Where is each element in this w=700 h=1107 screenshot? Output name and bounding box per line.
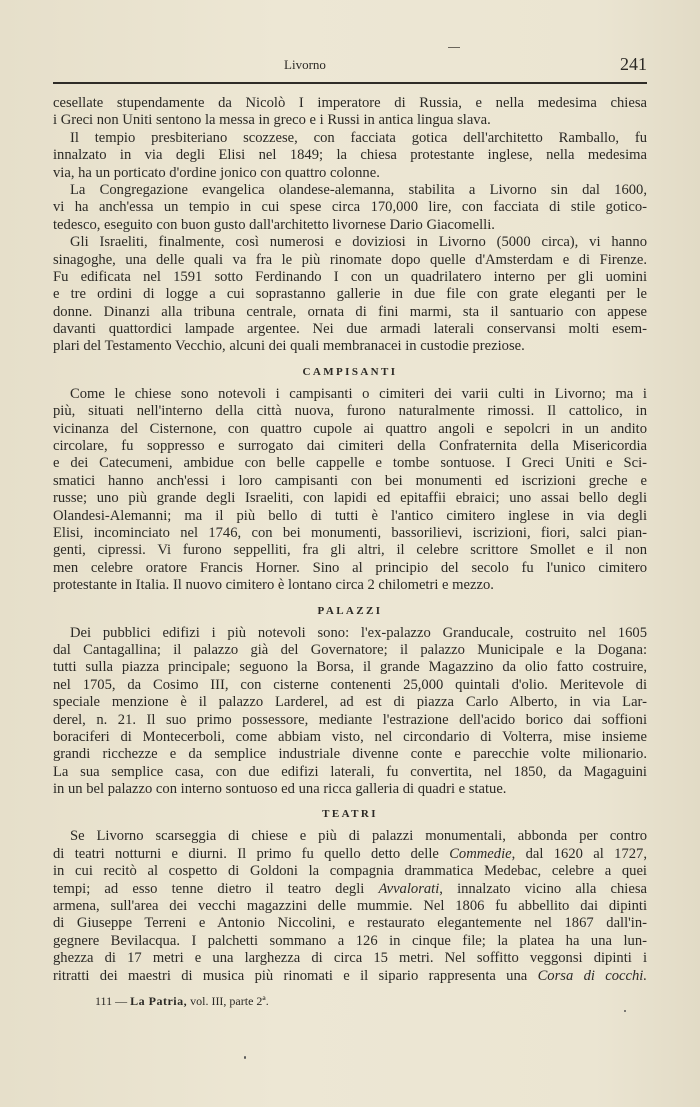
text-segment: ritratti dei maestri di musica più rinomati e il sipario rappresenta una [53, 967, 538, 984]
text-segment: boraciferi di Montecerboli, come abbiam visto, nel circondario di Volterra, mise insieme [53, 728, 647, 745]
section-palazzi [53, 595, 647, 799]
text-line [53, 712, 647, 729]
page-body [53, 95, 647, 985]
text-segment: dal Cantagallina; il palazzo già del Governatore; il palazzo Municipale e la Dogana: [53, 641, 647, 658]
text-line [53, 950, 647, 967]
signature-footer [95, 994, 269, 1009]
text-segment: Olandesi-Alemanni; ma il più bello di tutti è l'antico cimitero inglese in via degli [53, 507, 647, 524]
text-segment: donne. Dinanzi alla tribuna centrale, ornata di fini marmi, sta il santuario con appese [53, 303, 647, 320]
italic-title: Corsa di cocchi. [537, 967, 647, 984]
text-segment: nel 1705, da Cosimo III, con cisterne contenenti 25,000 quintali d'olio. Meritevole di [53, 676, 647, 693]
section-teatri [53, 798, 647, 985]
text-line [53, 403, 647, 420]
publication-title: La Patria, [130, 994, 188, 1008]
scan-speck [244, 1056, 246, 1059]
text-line [53, 130, 647, 147]
text-segment: Il tempio presbiteriano scozzese, con facciata gotica dell'architetto Ramballo, fu [70, 129, 647, 146]
text-segment: vi ha anch'essa un tempio in cui spese circa 170,000 lire, con facciata di stile gotico- [53, 199, 647, 216]
text-segment: vicinanza del Cisternone, con quattro cupole ai quattro angoli e sepolcri in un andito [53, 420, 647, 437]
text-line [53, 269, 647, 286]
text-segment: di teatri notturni e diurni. Il primo fu quello detto delle [53, 845, 450, 862]
text-segment: men celebre oratore Francis Horner. Sino al principio del secolo fu l'unico cimitero [53, 559, 647, 576]
italic-title: Avvalorati [378, 880, 440, 897]
text-line [53, 386, 647, 403]
section-heading: CAMPISANTI [302, 365, 398, 378]
text-line [53, 863, 647, 880]
text-line [53, 881, 647, 898]
header-rule [53, 82, 647, 84]
text-segment: , innalzato vicino alla chiesa [439, 880, 647, 897]
text-line [53, 677, 647, 694]
text-line [53, 659, 647, 676]
text-line [53, 933, 647, 950]
text-line [53, 915, 647, 932]
text-line [53, 642, 647, 659]
text-segment: La Congregazione evangelica olandese-alemanna, stabilita a Livorno sin dal 1600, [70, 181, 647, 198]
text-line [53, 182, 647, 199]
text-segment: sinagoghe, una delle quali va fra le più rinomate dopo quelle d'Amsterdam e di Firenze. [53, 251, 647, 268]
text-line [53, 968, 647, 985]
text-line [53, 473, 647, 490]
text-line [53, 234, 647, 251]
text-line [53, 898, 647, 915]
text-segment: cesellate stupendamente da Nicolò I imperatore di Russia, e nella medesima chiesa [53, 95, 647, 111]
text-line [53, 338, 647, 355]
text-line [53, 542, 647, 559]
text-segment: in un bel palazzo con interno sontuoso ed una ricca galleria di quadri e statue. [53, 781, 507, 798]
text-segment: e dei Catecumeni, ambidue con belle cappelle e tombe sontuose. I Greci Uniti e Sci- [53, 455, 647, 472]
text-line [53, 746, 647, 763]
text-segment: La sua semplice casa, con due edifizi laterali, fu convertita, nel 1850, da Magaguini [53, 763, 647, 780]
text-line [53, 304, 647, 321]
text-segment: Fu edificata nel 1591 sotto Ferdinando I con un quadrilatero interno per gli uomini [53, 268, 647, 285]
text-line [53, 165, 647, 182]
text-line [53, 577, 647, 594]
text-line [53, 846, 647, 863]
text-line [53, 438, 647, 455]
text-line [53, 199, 647, 216]
text-line [53, 508, 647, 525]
text-segment: tempi; ad esso tenne dietro il teatro degli [53, 880, 379, 897]
section-heading: PALAZZI [317, 604, 383, 617]
text-line [53, 286, 647, 303]
text-segment: Gli Israeliti, finalmente, così numerosi e doviziosi in Livorno (5000 circa), vi hanno [70, 234, 647, 251]
text-line [53, 729, 647, 746]
text-segment: davanti quattordici lampade argentee. Nei due armadi laterali conservansi molti esem- [53, 321, 647, 338]
text-segment: via, ha un porticato d'ordine jonico con quattro colonne. [53, 164, 380, 181]
text-line [53, 781, 647, 798]
signature-number: 111 — [95, 994, 131, 1008]
text-line [53, 828, 647, 845]
page-number: 241 [620, 54, 647, 74]
volume-info: vol. III, parte 2ª. [187, 994, 269, 1008]
text-line [53, 321, 647, 338]
text-segment: smatici hanno anch'essi i loro campisanti con bei monumenti ed iscrizioni greche e [53, 472, 647, 489]
text-line [53, 95, 647, 112]
printer-mark [448, 47, 460, 48]
text-segment: i Greci non Uniti sentono la messa in greco e i Russi in antica lingua slava. [53, 112, 491, 129]
text-line [53, 625, 647, 642]
text-segment: plari del Testamento Vecchio, alcuni dei quali membranacei in custodie preziose. [53, 338, 525, 355]
text-segment: Come le chiese sono notevoli i campisanti o cimiteri dei varii culti in Livorno; ma i [70, 385, 647, 402]
text-line [53, 764, 647, 781]
text-segment: più, situati nell'interno della città nuova, furono naturalmente rimossi. Il cattolico, in [53, 403, 647, 420]
italic-title: Commedie [449, 845, 512, 862]
text-line [53, 694, 647, 711]
section-heading: TEATRI [322, 808, 378, 821]
text-segment: tutti sulla piazza principale; seguono la Borsa, il grande Magazzino da olio fatto costruire, [53, 659, 647, 676]
text-segment: derel, n. 21. Il suo primo possessore, mediante l'estrazione dell'acido borico dai soffioni [53, 711, 647, 728]
text-segment: , dal 1620 al 1727, [511, 845, 647, 862]
text-segment: speciale menzione è il palazzo Larderel, ad est di piazza Carlo Alberto, in via Lar- [53, 694, 647, 711]
text-segment: e tre ordini di logge a cui soprastanno gallerie in due file con grate eleganti per le [53, 286, 647, 303]
text-line [53, 455, 647, 472]
text-segment: di Giuseppe Terreni e Antonio Niccolini, e restaurato elegantemente nel 1867 dall'in- [53, 915, 647, 932]
text-line [53, 112, 647, 129]
text-segment: in cui recitò al cospetto di Goldoni la compagnia drammatica Medebac, celebre a quei [53, 863, 647, 880]
running-header-title: Livorno [284, 57, 326, 72]
text-segment: gegnere Bevilacqua. I palchetti sommano a 126 in cinque file; la platea ha una lun- [53, 932, 647, 949]
text-segment: armena, sull'area dei vecchi magazzini delle mummie. Nel 1806 fu abbellito dai dipinti [53, 898, 647, 915]
text-line [53, 560, 647, 577]
scan-speck [624, 1010, 626, 1012]
text-line [53, 217, 647, 234]
text-segment: circolare, fu soppresso e surrogato dai cimiteri della Confraternita della Misericordia [53, 438, 647, 455]
text-line [53, 421, 647, 438]
text-line [53, 252, 647, 269]
text-segment: tedesco, eseguito con buon gusto dall'architetto livornese Dario Giacomelli. [53, 216, 495, 233]
text-line [53, 147, 647, 164]
section-intro [53, 95, 647, 356]
text-segment: grandi ricchezze e da semplice industriale divenne conte e parecchie volte milionario. [53, 746, 647, 763]
text-segment: russe; uno più grande degli Israeliti, con lapidi ed epitaffii ebraici; uno assai bello degli [53, 490, 647, 507]
text-segment: protestante in Italia. Il nuovo cimitero è lontano circa 2 chilometri e mezzo. [53, 577, 494, 594]
text-segment: ghezza di 17 metri e una larghezza di circa 15 metri. Nel soffitto veggonsi dipinti i [53, 950, 647, 967]
text-segment: genti, cipressi. Vi furono seppelliti, fra gli altri, il celebre scrittore Smollet e il non [53, 542, 647, 559]
text-segment: Dei pubblici edifizi i più notevoli sono: l'ex-palazzo Granducale, costruito nel 1605 [70, 624, 647, 641]
text-segment: innalzato in via degli Elisi nel 1849; la chiesa protestante inglese, nella medesima [53, 147, 647, 164]
text-line [53, 525, 647, 542]
text-line [53, 490, 647, 507]
text-segment: Elisi, incominciato nel 1746, con bei monumenti, bassorilievi, iscrizioni, fiori, salci pian- [53, 524, 647, 541]
section-campisanti [53, 356, 647, 595]
text-segment: Se Livorno scarseggia di chiese e più di palazzi monumentali, abbonda per contro [70, 828, 647, 845]
